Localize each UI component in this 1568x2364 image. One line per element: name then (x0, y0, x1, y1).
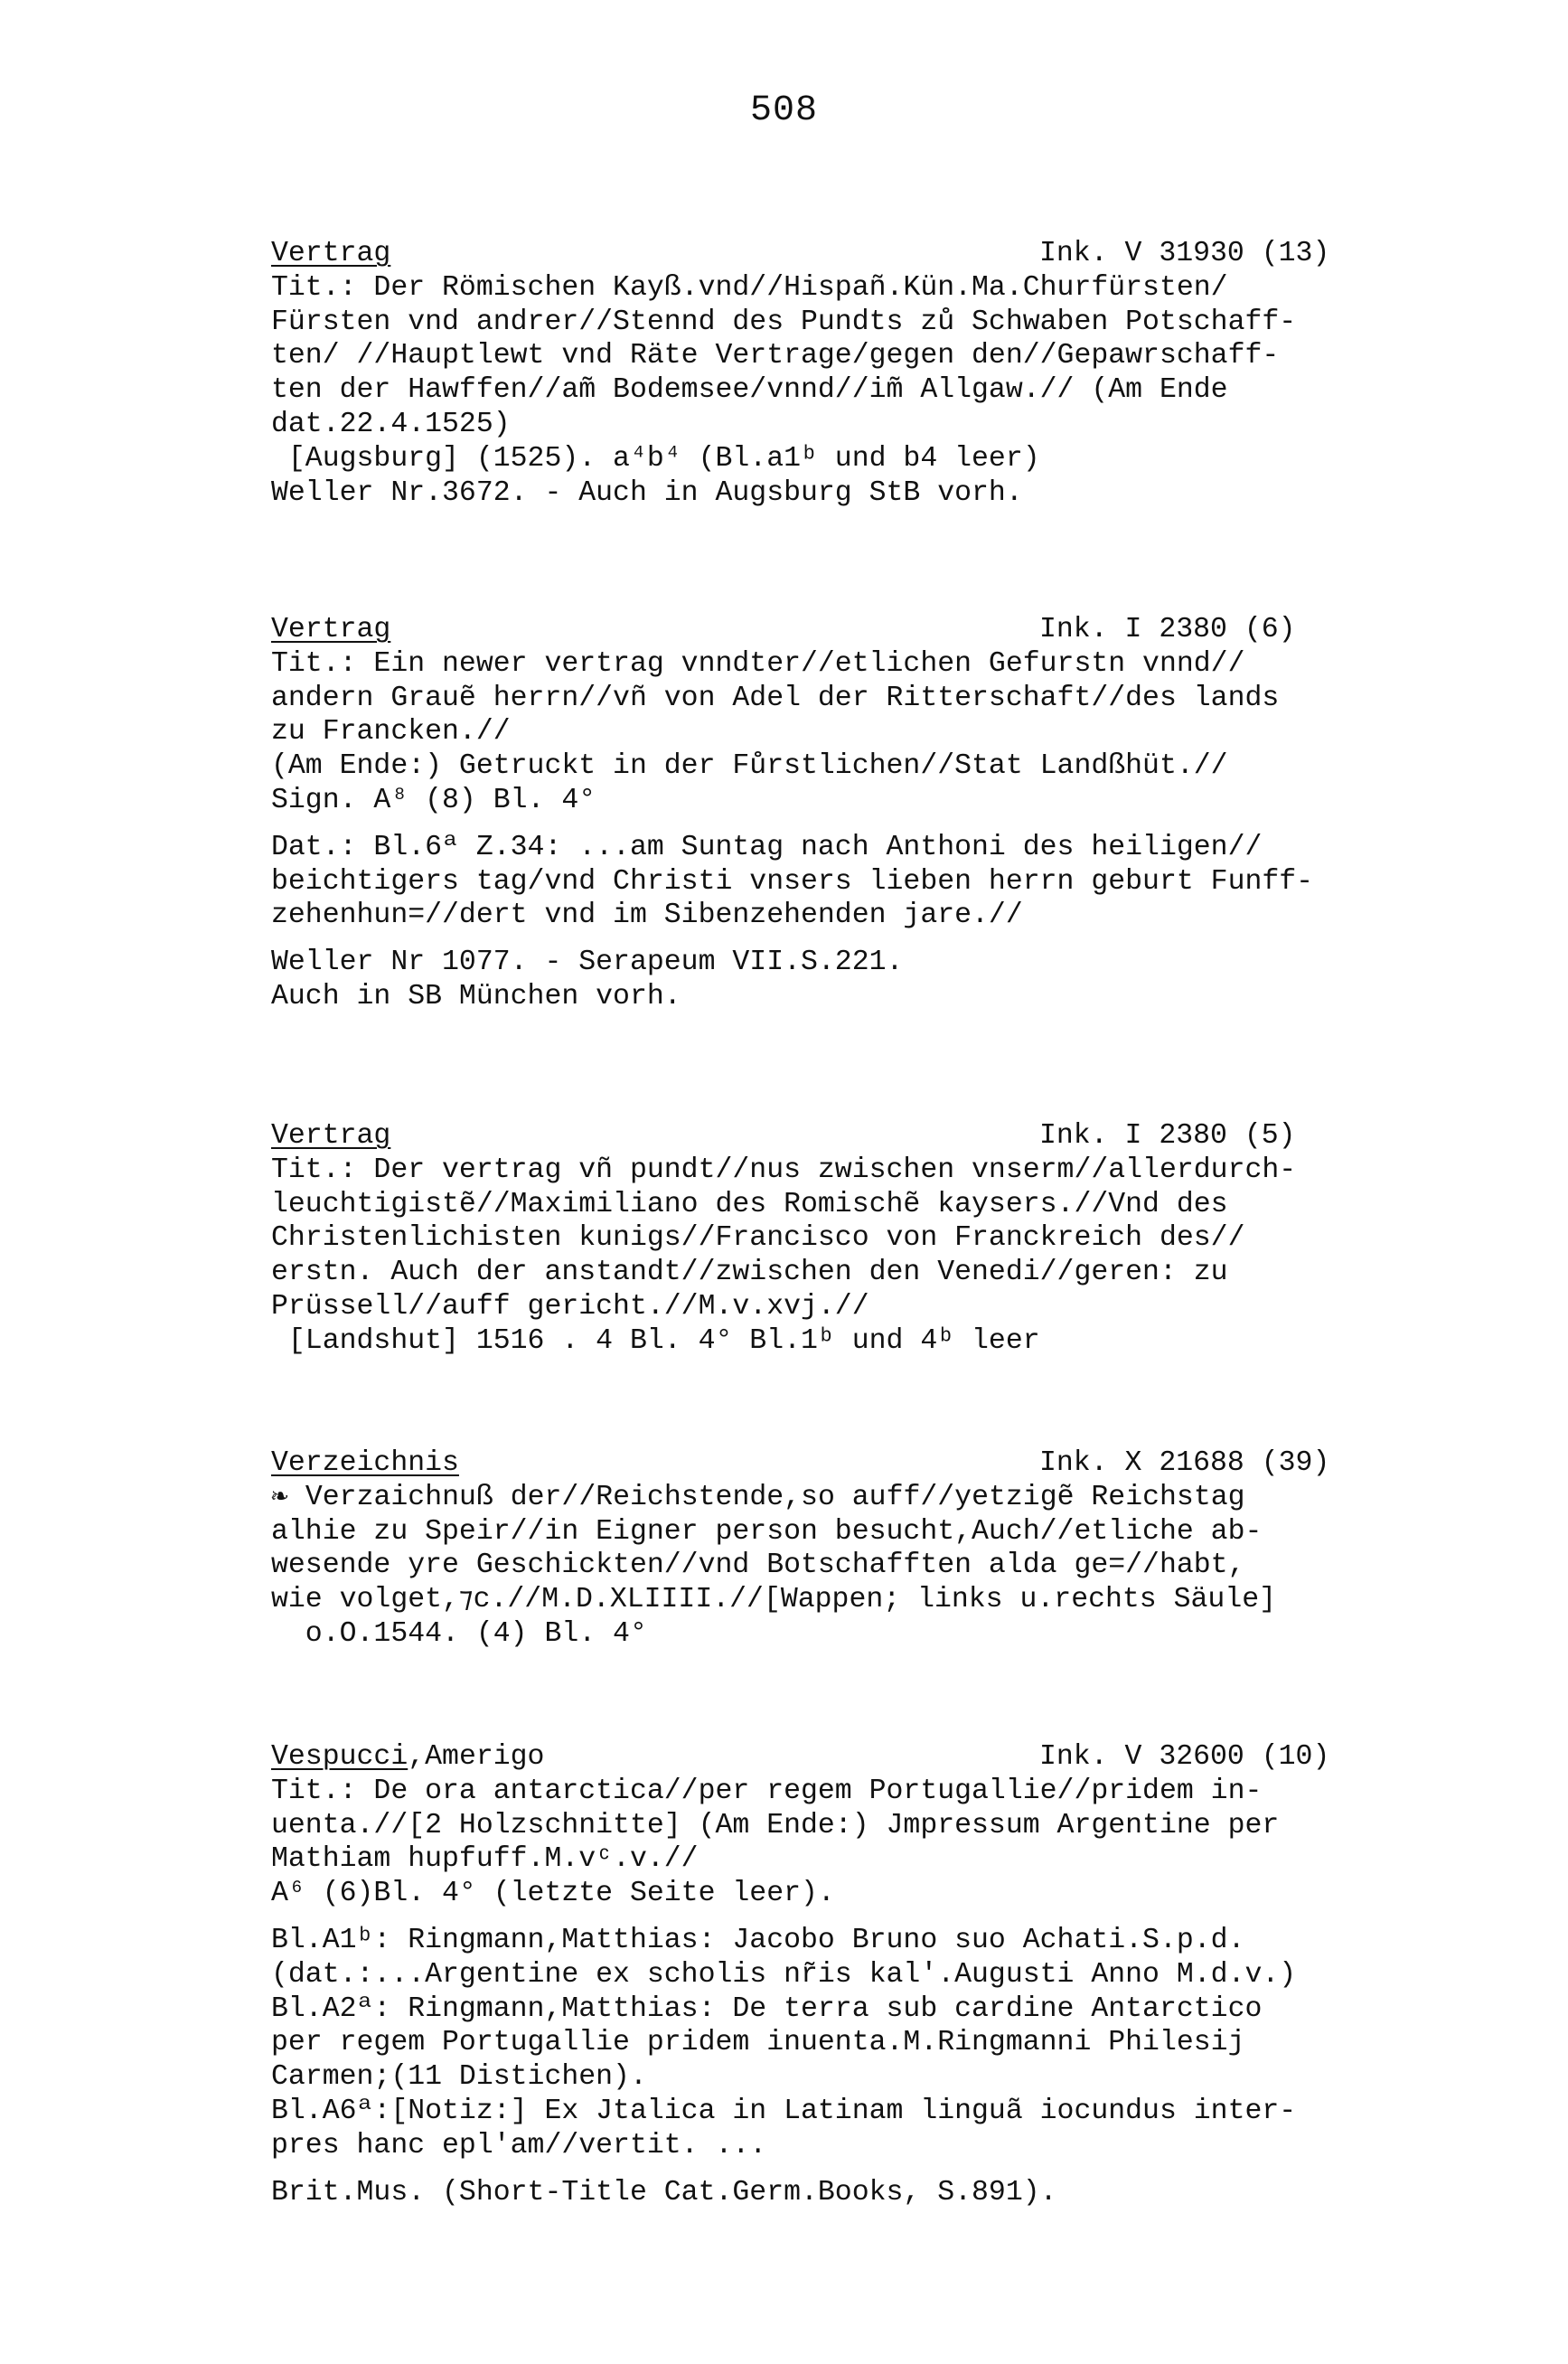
entry-line: Bl.A6ª:[Notiz:] Ex Jtalica in Latinam linguã iocundus inter- (271, 2095, 1297, 2127)
entry-line: erstn. Auch der anstandt//zwischen den Venedi//geren: zu (271, 1257, 1228, 1289)
entry-line: Tit.: De ora antarctica//per regem Portugallie//pridem in- (271, 1775, 1263, 1807)
shelf-mark: Ink. V 31930 (13) (1039, 238, 1330, 269)
entry-keyword-underlined: Vespucci (271, 1741, 408, 1773)
entry-line: zehenhun=//dert vnd im Sibenzehenden jare.// (271, 899, 1023, 932)
entry-line: [Augsburg] (1525). a⁴b⁴ (Bl.a1ᵇ und b4 leer) (271, 442, 1040, 475)
entry-line: (dat.:...Argentine ex scholis nr̃is kal'.Augusti Anno M.d.v.) (271, 1958, 1297, 1991)
shelf-mark: Ink. I 2380 (5) (1039, 1120, 1296, 1152)
spacer (271, 1911, 1482, 1924)
entry-heading (271, 613, 1482, 647)
spacer (271, 818, 1482, 831)
entry-line: Fürsten vnd andrer//Stennd des Pundts zů Schwaben Potschaff- (271, 306, 1297, 338)
entry-keyword: Vertrag (271, 1120, 391, 1152)
entry-line: uenta.//[2 Holzschnitte] (Am Ende:) Jmpressum Argentine per (271, 1809, 1280, 1841)
entry-keyword (271, 1740, 544, 1775)
entry-line: o.O.1544. (4) Bl. 4° (271, 1617, 647, 1650)
catalog-entry (271, 1119, 1482, 1359)
catalog-entry (271, 1446, 1482, 1652)
entry-line: Sign. A⁸ (8) Bl. 4° (271, 784, 596, 816)
entry-line: Tit.: Der Römischen Kayß.vnd//Hispañ.Kün.Ma.Churfürsten/ (271, 271, 1228, 304)
entry-line: Mathiam hupfuff.M.vᶜ.v.// (271, 1843, 699, 1876)
entry-line: beichtigers tag/vnd Christi vnsers lieben herrn geburt Funff- (271, 865, 1314, 898)
entry-line: Dat.: Bl.6ª Z.34: ...am Suntag nach Anthoni des heiligen// (271, 831, 1263, 863)
entry-line: Bl.A1ᵇ: Ringmann,Matthias: Jacobo Bruno suo Achati.S.p.d. (271, 1924, 1245, 1956)
entry-keyword-rest: ,Amerigo (408, 1741, 545, 1773)
entry-heading (271, 237, 1482, 271)
entry-line: wesende yre Geschickten//vnd Botschafften alda ge=//habt, (271, 1549, 1245, 1582)
entry-heading (271, 1740, 1482, 1775)
entry-line: wie volget,⁊c.//M.D.XLIIII.//[Wappen; links u.rechts Säule] (271, 1584, 1277, 1616)
entry-line: A⁶ (6)Bl. 4° (letzte Seite leer). (271, 1878, 835, 1910)
spacer (271, 933, 1482, 946)
entry-line: Prüssell//auff gericht.//M.v.xvj.// (271, 1290, 869, 1323)
page-number: 508 (749, 90, 818, 131)
catalog-entry (271, 613, 1482, 1014)
entry-line: [Landshut] 1516 . 4 Bl. 4° Bl.1ᵇ und 4ᵇ leer (271, 1324, 1040, 1357)
entry-keyword: Verzeichnis (271, 1447, 459, 1479)
entry-line: Brit.Mus. (Short-Title Cat.Germ.Books, S.891). (271, 2176, 1057, 2209)
entry-line: Weller Nr.3672. - Auch in Augsburg StB vorh. (271, 476, 1023, 509)
entry-line: Auch in SB München vorh. (271, 980, 681, 1012)
entry-line: Christenlichisten kunigs//Francisco von Franckreich des// (271, 1222, 1245, 1255)
entry-line: leuchtigistẽ//Maximiliano des Romischẽ kaysers.//Vnd des (271, 1188, 1228, 1220)
entry-line: ten der Hawffen//am̃ Bodemsee/vnnd//im̃ Allgaw.// (Am Ende (271, 374, 1228, 407)
entry-heading (271, 1446, 1482, 1481)
shelf-mark: Ink. V 32600 (10) (1039, 1741, 1330, 1773)
entry-line: dat.22.4.1525) (271, 408, 511, 440)
entry-heading (271, 1119, 1482, 1154)
entry-keyword: Vertrag (271, 238, 391, 269)
entry-line: per regem Portugallie pridem inuenta.M.Ringmanni Philesij (271, 2027, 1245, 2059)
entry-line: Tit.: Der vertrag vñ pundt//nus zwischen vnserm//allerdurch- (271, 1154, 1297, 1186)
catalog-entry (271, 237, 1482, 510)
entry-keyword: Vertrag (271, 614, 391, 645)
catalog-entry (271, 1740, 1482, 2209)
spacer (271, 2163, 1482, 2176)
entry-line: ❧ Verzaichnuß der//Reichstende,so auff//yetzigẽ Reichstag (271, 1481, 1245, 1513)
entry-line: Carmen;(11 Distichen). (271, 2061, 647, 2094)
entry-line: Bl.A2ª: Ringmann,Matthias: De terra sub cardine Antarctico (271, 1992, 1263, 2025)
entry-line: zu Francken.// (271, 716, 511, 749)
shelf-mark: Ink. I 2380 (6) (1039, 614, 1296, 645)
entry-line: Weller Nr 1077. - Serapeum VII.S.221. (271, 947, 904, 979)
entry-line: Tit.: Ein newer vertrag vnndter//etlichen Gefurstn vnnd// (271, 647, 1245, 680)
entry-line: (Am Ende:) Getruckt in der Fůrstlichen//Stat Landßhüt.// (271, 750, 1228, 783)
entry-line: alhie zu Speir//in Eigner person besucht,Auch//etliche ab- (271, 1515, 1263, 1548)
shelf-mark: Ink. X 21688 (39) (1039, 1447, 1330, 1479)
entry-line: ten/ //Hauptlewt vnd Räte Vertrage/gegen den//Gepawrschaff- (271, 340, 1280, 372)
entry-line: pres hanc epl'am//vertit. ... (271, 2129, 767, 2162)
entry-line: andern Grauẽ herrn//vñ von Adel der Ritterschaft//des lands (271, 682, 1280, 714)
